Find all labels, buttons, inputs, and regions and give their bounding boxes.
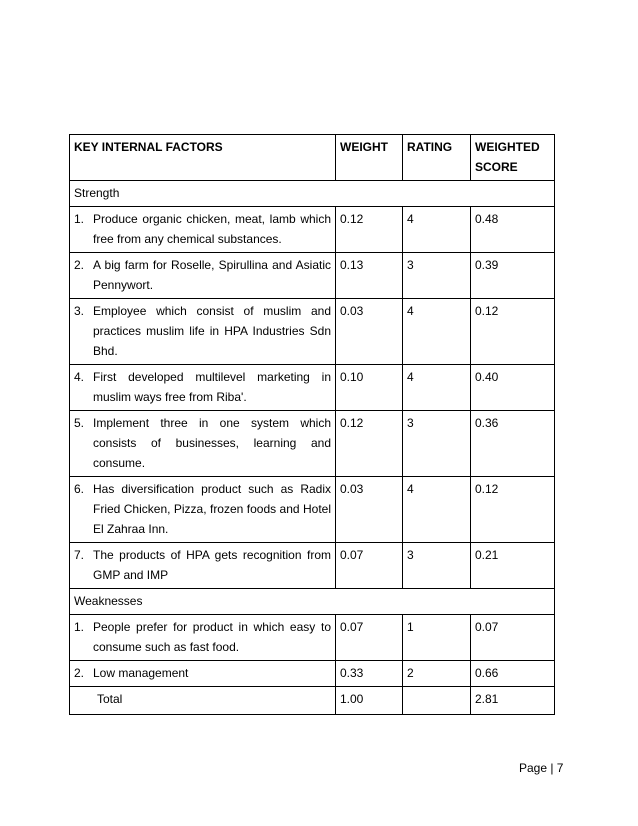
weighted-score-cell: 0.36 [471, 411, 555, 477]
weighted-score-cell: 0.12 [471, 299, 555, 365]
factor-cell [70, 411, 336, 477]
factor-item [74, 617, 331, 657]
weight-cell: 0.12 [336, 411, 403, 477]
weight-cell: 0.03 [336, 477, 403, 543]
weight-cell: 0.03 [336, 299, 403, 365]
total-label: Total [70, 687, 336, 715]
rating-cell: 4 [403, 477, 471, 543]
table-row [70, 615, 555, 661]
factor-number: 3. [74, 304, 85, 318]
total-rating [403, 687, 471, 715]
table-row [70, 299, 555, 365]
factor-item [74, 413, 331, 473]
header-row [70, 135, 555, 181]
table-row [70, 661, 555, 687]
factor-text: A big farm for Roselle, Spirullina and Asiatic Pennywort. [93, 258, 331, 292]
rating-cell: 3 [403, 253, 471, 299]
factor-item [74, 545, 331, 585]
factor-number: 5. [74, 416, 85, 430]
factor-cell [70, 477, 336, 543]
factor-item [74, 209, 331, 249]
factor-text: First developed multilevel marketing in muslim ways free from Riba'. [93, 370, 331, 404]
table-body [70, 181, 555, 715]
weighted-score-cell: 0.07 [471, 615, 555, 661]
factor-text: People prefer for product in which easy to consume such as fast food. [93, 620, 331, 654]
factor-cell [70, 543, 336, 589]
factor-text: Low management [93, 666, 189, 680]
factor-number: 2. [74, 666, 85, 680]
table-row [70, 207, 555, 253]
rating-cell: 3 [403, 543, 471, 589]
factor-number: 1. [74, 620, 85, 634]
header-weighted-score: WEIGHTED SCORE [471, 135, 555, 181]
weighted-score-cell: 0.66 [471, 661, 555, 687]
weighted-score-cell: 0.39 [471, 253, 555, 299]
factor-item [74, 255, 331, 295]
factor-text: Has diversification product such as Radix Fried Chicken, Pizza, frozen foods and Hotel El Zahraa Inn. [93, 482, 331, 536]
section-row [70, 589, 555, 615]
header-rating: RATING [403, 135, 471, 181]
weighted-score-cell: 0.48 [471, 207, 555, 253]
factor-cell [70, 365, 336, 411]
factor-cell [70, 661, 336, 687]
rating-cell: 4 [403, 365, 471, 411]
rating-cell: 4 [403, 299, 471, 365]
factor-number: 4. [74, 370, 85, 384]
factor-cell [70, 615, 336, 661]
total-weight: 1.00 [336, 687, 403, 715]
factor-item [74, 301, 331, 361]
section-title: Weaknesses [70, 589, 555, 615]
factor-cell [70, 207, 336, 253]
table-row [70, 411, 555, 477]
internal-factors-table [69, 134, 555, 715]
page-number: Page | 7 [519, 761, 564, 775]
factor-number: 1. [74, 212, 85, 226]
rating-cell: 3 [403, 411, 471, 477]
section-title: Strength [70, 181, 555, 207]
weight-cell: 0.33 [336, 661, 403, 687]
table-row [70, 253, 555, 299]
factor-number: 6. [74, 482, 85, 496]
weight-cell: 0.13 [336, 253, 403, 299]
factor-item [74, 367, 331, 407]
table-row [70, 477, 555, 543]
rating-cell: 2 [403, 661, 471, 687]
weighted-score-cell: 0.21 [471, 543, 555, 589]
factor-cell [70, 299, 336, 365]
header-weight: WEIGHT [336, 135, 403, 181]
factor-text: Implement three in one system which consists of businesses, learning and consume. [93, 416, 331, 470]
table-row [70, 543, 555, 589]
factor-text: Employee which consist of muslim and practices muslim life in HPA Industries Sdn Bhd. [93, 304, 331, 358]
header-factor: KEY INTERNAL FACTORS [70, 135, 336, 181]
weight-cell: 0.12 [336, 207, 403, 253]
total-row [70, 687, 555, 715]
weight-cell: 0.10 [336, 365, 403, 411]
weighted-score-cell: 0.12 [471, 477, 555, 543]
rating-cell: 4 [403, 207, 471, 253]
section-row [70, 181, 555, 207]
rating-cell: 1 [403, 615, 471, 661]
factor-item [74, 663, 331, 683]
factor-text: The products of HPA gets recognition from GMP and IMP [93, 548, 331, 582]
factor-cell [70, 253, 336, 299]
weight-cell: 0.07 [336, 615, 403, 661]
factor-item [74, 479, 331, 539]
total-weighted-score: 2.81 [471, 687, 555, 715]
table-row [70, 365, 555, 411]
weight-cell: 0.07 [336, 543, 403, 589]
factor-number: 2. [74, 258, 85, 272]
factor-text: Produce organic chicken, meat, lamb which free from any chemical substances. [93, 212, 331, 246]
factor-number: 7. [74, 548, 85, 562]
weighted-score-cell: 0.40 [471, 365, 555, 411]
